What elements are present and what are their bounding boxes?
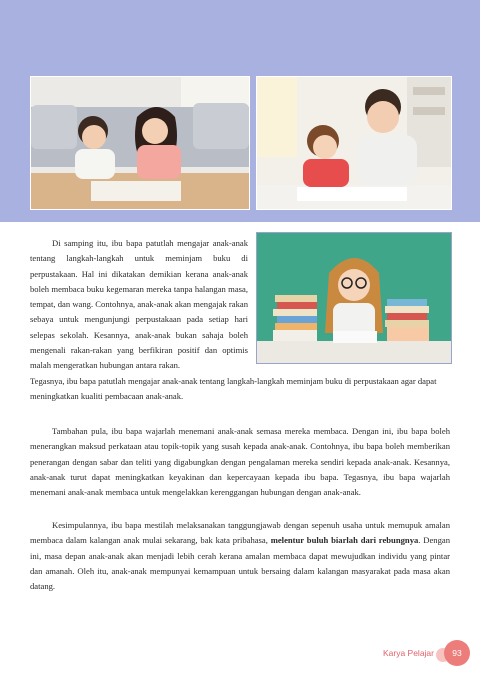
paragraph-1: Di samping itu, ibu bapa patutlah mengajar anak-anak tentang langkah-langkah untuk meminjam buku di perpustakaan. Hal ini dikatakan demikian kerana anak-anak boleh membaca buku kegemaran mereka tanpa halangan masa, tempat, dan wang. Contohnya, anak-anak akan mengajak rakan sebaya untuk mengunjungi perpustakaan pada setiap hari selepas sekolah. Kesannya, anak-anak bukan sahaja boleh mengenali rakan-rakan yang berfikiran positif dan optimis malah mengeratkan hubungan antara rakan.: [30, 238, 248, 371]
footer-section-label: Karya Pelajar: [382, 648, 434, 658]
paragraph-1-continuation: Tegasnya, ibu bapa patutlah mengajar anak-anak tentang langkah-langkah meminjam buku di perpustakaan agar dapat meningkatkan kualiti pembacaan anak-anak.: [30, 376, 437, 402]
photo-mother-son-reading: [30, 76, 250, 210]
proverb-text: melentur buluh biarlah dari rebungnya: [270, 535, 419, 546]
photo-father-daughter-writing: [256, 76, 452, 210]
paragraph-3: [30, 518, 450, 594]
photo-girl-with-books: [256, 232, 452, 364]
paragraph-2: Tambahan pula, ibu bapa wajarlah menemani anak-anak semasa mereka membaca. Dengan ini, ibu bapa boleh menerangkan maksud perkataan atau topik-topik yang susah kepada anak-anak. Contohnya, ibu bapa boleh memberikan penerangan dengan sabar dan teliti yang digabungkan dengan pengalaman mereka sendiri kepada anak-anak. Kesannya, anak-anak turut dapat meningkatkan keyakinan dan kepercayaan kepada ibu bapa. Tegasnya, ibu bapa wajarlah menemani anak-anak membaca untuk mengelakkan kerenggangan hubungan dengan anak-anak.: [30, 426, 450, 498]
paragraph-3-part-b: . Dengan ini, masa depan anak-anak akan menjadi lebih cerah kerana amalan membaca dapat mewujudkan individu yang pintar dan amanah. Oleh itu, anak-anak mempunyai kemampuan untuk bersaing dalam kalangan masyarakat pada masa akan datang.: [30, 535, 451, 592]
page-number: 93: [444, 640, 470, 666]
paragraph-3-part-a: Kesimpulannya, ibu bapa mestilah melaksanakan tanggungjawab dengan sepenuh usaha untuk memupuk amalan membaca dalam kalangan anak mulai sekarang, bak kata pribahasa,: [30, 520, 450, 546]
